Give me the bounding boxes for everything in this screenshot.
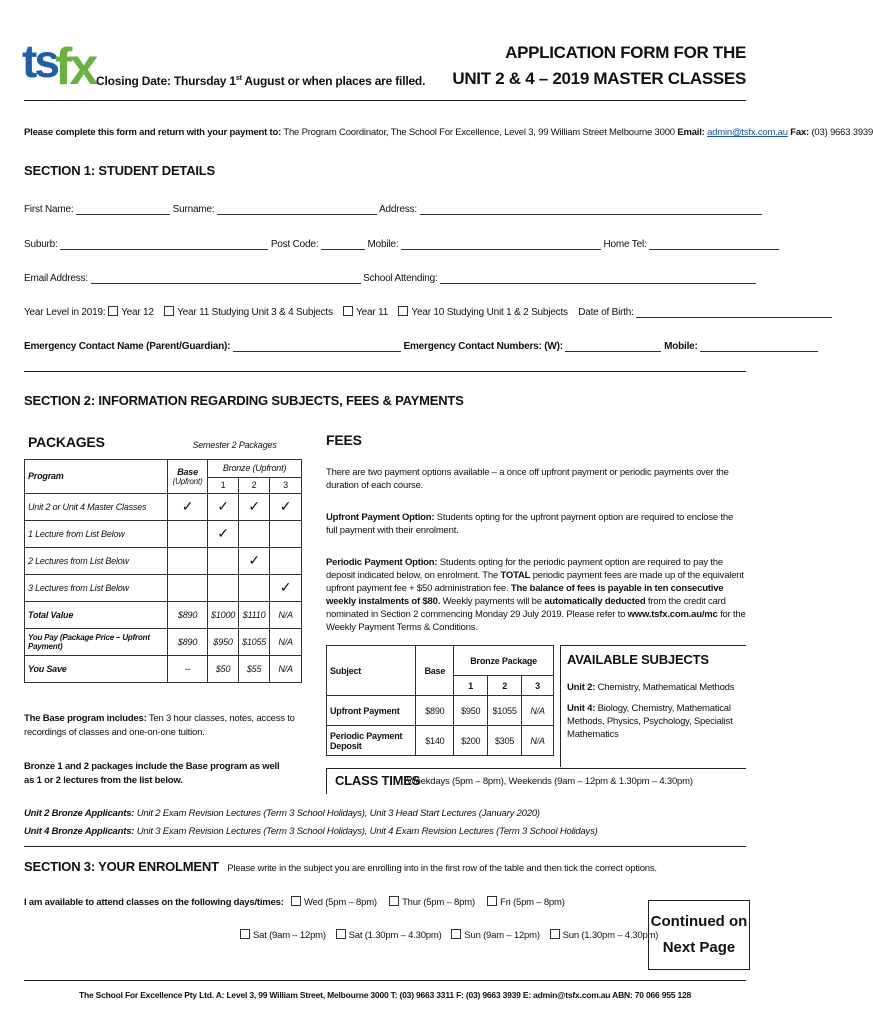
table-row: You Pay (Package Price – Upfront Payment) $890 $950 $1055 N/A xyxy=(25,628,302,655)
available-subjects-box xyxy=(560,645,746,767)
year10-unit12-checkbox[interactable] xyxy=(398,306,408,316)
table-row: 2 Lectures from List Below ✓ xyxy=(25,547,302,574)
dob-field[interactable] xyxy=(636,307,832,318)
table-row: 3 Lectures from List Below ✓ xyxy=(25,574,302,601)
row-year: Year Level in 2019: Year 12 Year 11 Studying Unit 3 & 4 Subjects Year 11 Year 10 Studying Unit 1 & 2 Subjects Date of Birth: xyxy=(24,306,746,318)
unit4-subjects: Unit 4: Biology, Chemistry, Mathematical Methods, Physics, Psychology, Specialist Mathematics xyxy=(567,703,733,740)
fee-table: Subject Base Bronze Package 1 2 3 Upfront Payment $890 $950 $1055 N/A Periodic Payment Deposit $140 $200 $305 N/A xyxy=(326,645,554,756)
tick-icon: ✓ xyxy=(239,547,270,574)
row-name: First Name: Surname: Address: xyxy=(24,204,746,215)
emergency-name-field[interactable] xyxy=(233,341,401,352)
table-row: You Save -- $50 $55 N/A xyxy=(25,655,302,682)
table-row: 1 Lecture from List Below ✓ xyxy=(25,520,302,547)
fees-intro: There are two payment options available – a once off upfront payment or periodic payments over the duration of each course. xyxy=(326,467,729,491)
title-line-2: UNIT 2 & 4 – 2019 MASTER CLASSES xyxy=(452,69,746,88)
tick-icon: ✓ xyxy=(239,493,270,520)
base-program-note: The Base program includes: Ten 3 hour classes, notes, access to recordings of classes and one-on-one tuition. xyxy=(24,713,295,738)
continued-box: Continued on Next Page xyxy=(648,900,750,970)
sun-pm-checkbox[interactable] xyxy=(550,929,560,939)
tick-icon: ✓ xyxy=(208,520,239,547)
bronze-header: Bronze (Upfront) xyxy=(208,459,302,477)
fee-base-header: Base xyxy=(416,646,454,696)
suburb-field[interactable] xyxy=(60,239,268,250)
section2-title: SECTION 2: INFORMATION REGARDING SUBJECTS, FEES & PAYMENTS xyxy=(24,393,464,408)
emergency-work-field[interactable] xyxy=(565,341,661,352)
home-tel-field[interactable] xyxy=(649,239,779,250)
svg-text:fx: fx xyxy=(55,38,96,96)
section3-instructions: Please write in the subject you are enrolling into in the first row of the table and then tick the correct options. xyxy=(227,863,657,874)
table-row: Periodic Payment Deposit $140 $200 $305 N/A xyxy=(327,726,554,756)
form-title xyxy=(452,40,746,92)
post-code-field[interactable] xyxy=(321,239,365,250)
section1-title: SECTION 1: STUDENT DETAILS xyxy=(24,163,216,178)
tsfx-logo-icon xyxy=(22,22,96,96)
row-email: Email Address: School Attending: xyxy=(24,273,746,284)
fees-title: FEES xyxy=(326,432,362,448)
instructions: Please complete this form and return with your payment to: The Program Coordinator, The School For Excellence, Level 3, 99 William Street Melbourne 3000 Email: admin@tsfx.com.au Fax: (03) 9663 3939 xyxy=(24,127,873,138)
bronze-package-header: Bronze Package xyxy=(454,646,554,676)
svg-text:ts: ts xyxy=(22,35,57,87)
class-times-text: Weekdays (5pm – 8pm), Weekends (9am – 12pm & 1.30pm – 4.30pm) xyxy=(407,776,693,787)
email-link[interactable]: admin@tsfx.com.au xyxy=(707,127,788,138)
unit4-bronze: Unit 4 Bronze Applicants: Unit 3 Exam Revision Lectures (Term 3 School Holidays), Unit 4 Exam Revision Lectures (Term 3 School Holidays) xyxy=(24,826,598,837)
tick-icon: ✓ xyxy=(208,493,239,520)
subject-header: Subject xyxy=(327,646,416,696)
year11-checkbox[interactable] xyxy=(343,306,353,316)
unit2-subjects: Unit 2: Chemistry, Mathematical Methods xyxy=(567,682,735,693)
tick-icon: ✓ xyxy=(168,493,208,520)
thur-checkbox[interactable] xyxy=(389,896,399,906)
fri-checkbox[interactable] xyxy=(487,896,497,906)
bronze-note: Bronze 1 and 2 packages include the Base program as well as 1 or 2 lectures from the list below. xyxy=(24,761,280,786)
year11-unit34-checkbox[interactable] xyxy=(164,306,174,316)
class-times-title: CLASS TIMES xyxy=(335,773,421,788)
sat-pm-checkbox[interactable] xyxy=(336,929,346,939)
packages-title: PACKAGES xyxy=(28,434,105,450)
tick-icon: ✓ xyxy=(270,574,302,601)
sat-am-checkbox[interactable] xyxy=(240,929,250,939)
address-field[interactable] xyxy=(420,204,762,215)
tick-icon: ✓ xyxy=(270,493,302,520)
section3-title: SECTION 3: YOUR ENROLMENT xyxy=(24,859,219,874)
wed-checkbox[interactable] xyxy=(291,896,301,906)
row-emergency: Emergency Contact Name (Parent/Guardian): Emergency Contact Numbers: (W): Mobile: xyxy=(24,341,746,352)
availability-row1: I am available to attend classes on the following days/times: Wed (5pm – 8pm) Thur (5pm – 8pm) Fri (5pm – 8pm) xyxy=(24,897,565,908)
school-field[interactable] xyxy=(440,273,756,284)
table-row: Upfront Payment $890 $950 $1055 N/A xyxy=(327,696,554,726)
semester-header: Semester 2 Packages xyxy=(168,432,302,459)
footer: The School For Excellence Pty Ltd. A: Level 3, 99 William Street, Melbourne 3000 T: (03) 9663 3311 F: (03) 9663 3939 E: admin@tsfx.com.au ABN: 70 066 955 128 xyxy=(78,990,692,1000)
table-row: Unit 2 or Unit 4 Master Classes ✓ ✓ ✓ ✓ xyxy=(25,493,302,520)
program-header: Program xyxy=(25,459,168,493)
availability-row2: Sat (9am – 12pm) Sat (1.30pm – 4.30pm) Sun (9am – 12pm) Sun (1.30pm – 4.30pm) xyxy=(240,929,658,941)
title-line-1: APPLICATION FORM FOR THE xyxy=(505,43,746,62)
section3-header xyxy=(24,858,657,876)
unit2-bronze: Unit 2 Bronze Applicants: Unit 2 Exam Revision Lectures (Term 3 School Holidays), Unit 3 Head Start Lectures (January 2020) xyxy=(24,808,540,819)
mc-link[interactable]: www.tsfx.com.au/mc xyxy=(627,609,718,620)
closing-date: Closing Date: Thursday 1st August or when places are filled. xyxy=(96,74,426,88)
upfront-option: Upfront Payment Option: Students opting for the upfront payment option are required to enclose the full payment with their enrolment. xyxy=(326,512,734,536)
sun-am-checkbox[interactable] xyxy=(451,929,461,939)
emergency-mobile-field[interactable] xyxy=(700,341,818,352)
base-header: Base (Upfront) xyxy=(168,459,208,493)
email-field[interactable] xyxy=(91,273,361,284)
year12-checkbox[interactable] xyxy=(108,306,118,316)
surname-field[interactable] xyxy=(217,204,377,215)
periodic-option: Periodic Payment Option: Students opting for the periodic payment option are required to pay the deposit indicated below, on enrolment. The TOTAL periodic payment fees are made up of the equivalent upfront payment fee + $50 administration fee. The balance of fees is payable in ten consecutive weekly instalments of $80. Weekly payments will be automatically deducted from the credit card nominated in Section 2 commencing Monday 29 July 2019. Please refer to www.tsfx.com.au/mc for the Weekly Payment Terms & Conditions. xyxy=(326,557,746,633)
table-row: Total Value $890 $1000 $1110 N/A xyxy=(25,601,302,628)
available-subjects-title: AVAILABLE SUBJECTS xyxy=(567,652,709,667)
logo xyxy=(22,22,96,96)
class-times-box xyxy=(326,768,746,794)
row-suburb: Suburb: Post Code: Mobile: Home Tel: xyxy=(24,239,746,250)
packages-table: Semester 2 Packages Program Base (Upfront) Bronze (Upfront) 1 2 3 Unit 2 or Unit 4 Master Classes ✓ ✓ ✓ ✓ 1 Lecture from List Below ✓ 2 Lectures from List Below ✓ 3 Lectures from List Below ✓ Total Value $890 $1000 $1110 N/A You Pay (Package Price – Upfront Payment) $890 $950 $1055 N/A You Save -- $50 $55 N/A xyxy=(24,432,302,683)
first-name-field[interactable] xyxy=(76,204,170,215)
mobile-field[interactable] xyxy=(401,239,601,250)
